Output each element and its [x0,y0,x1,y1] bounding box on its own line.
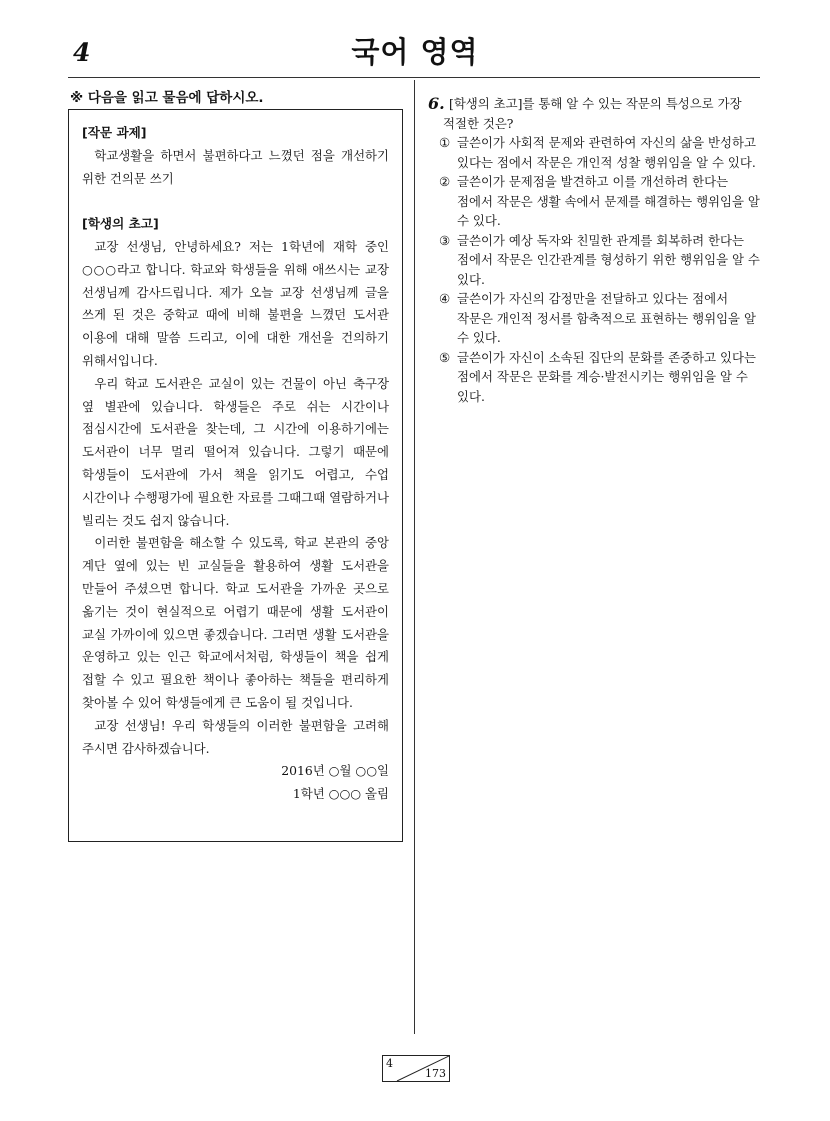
passage-box [68,109,403,842]
task-text: 학교생활을 하면서 불편하다고 느꼈던 점을 개선하기 위한 건의문 쓰기 [82,147,389,186]
current-page: 4 [386,1057,393,1070]
header-rule [68,77,760,78]
draft-paragraph: 이러한 불편함을 해소할 수 있도록, 학교 본관의 중앙 계단 옆에 있는 빈 교실들을 활용하여 생활 도서관을 만들어 주셨으면 합니다. 학교 도서관을 가까운 곳으로 옮기는 것이 현실적으로 어렵기 때문에 생활 도서관이 교실 가까이에 있으면 좋겠습니다. 그러면 생활 도서관을 운영하고 있는 인근 학교에서처럼, 학생들이 책을 쉽게 접할 수 있고 필요한 책이나 좋아하는 책들을 편리하게 찾아볼 수 있어 학생들에게 큰 도움이 될 것입니다. [82,535,389,710]
choice-text: 글쓴이가 문제점을 발견하고 이를 개선하려 한다는 점에서 작문은 생활 속에서 문제를 해결하는 행위임을 알 수 있다. [457,174,760,228]
draft-paragraph: 교장 선생님! 우리 학생들의 이러한 불편함을 고려해 주시면 감사하겠습니다. [82,717,389,756]
date-line: 2016년 ○월 ○○일 [281,763,389,779]
answer-choice-1[interactable] [428,133,764,172]
signature-line: 1학년 ○○○ 올림 [292,786,389,802]
draft-label: [학생의 초고] [82,216,159,232]
draft-paragraph: 우리 학교 도서관은 교실이 있는 건물이 아닌 축구장 옆 별관에 있습니다. 학생들은 주로 쉬는 시간이나 점심시간에 도서관을 찾는데, 그 시간에 이용하기에는 도서관이 너무 멀리 떨어져 있습니다. 그렇기 때문에 학생들이 도서관에 가서 책을 읽기도 어렵고, 수업 시간이나 수행평가에 필요한 자료를 그때그때 열람하거나 빌리는 것도 쉽지 않습니다. [82,375,389,528]
page-counter [382,1055,450,1082]
choice-marker: ③ [439,232,451,248]
column-divider [414,80,415,1034]
answer-choice-3[interactable] [428,231,764,290]
answer-choice-4[interactable] [428,289,764,348]
choice-text: 글쓴이가 자신이 소속된 집단의 문화를 존중하고 있다는 점에서 작문은 문화를 계승·발전시키는 행위임을 알 수 있다. [457,349,756,404]
instruction: ※ 다음을 읽고 물음에 답하시오. [70,90,264,106]
choice-text: 글쓴이가 사회적 문제와 관련하여 자신의 삶을 반성하고 있다는 점에서 작문은 개인적 성찰 행위임을 알 수 있다. [457,135,756,170]
answer-choices [428,133,764,406]
choice-marker: ⑤ [439,349,451,365]
question-stem: [학생의 초고]를 통해 알 수 있는 작문의 특성으로 가장 [449,96,742,111]
question-number: 6. [428,94,445,113]
choice-marker: ② [439,174,451,189]
choice-text: 글쓴이가 자신의 감정만을 전달하고 있다는 점에서 작문은 개인적 정서를 함축적으로 표현하는 행위임을 알 수 있다. [457,291,756,345]
page-number: 4 [73,38,91,67]
question-stem-continued: 적절한 것은? [443,115,514,131]
choice-marker: ④ [439,291,451,306]
choice-text: 글쓴이가 예상 독자와 친밀한 관계를 회복하려 한다는 점에서 작문은 인간관계를 형성하기 위한 행위임을 알 수 있다. [457,232,760,287]
passage-content [82,122,389,806]
draft-paragraph: 교장 선생님, 안녕하세요? 저는 1학년에 재학 중인 ○○○라고 합니다. 학교와 학생들을 위해 애쓰시는 교장 선생님께 감사드립니다. 제가 오늘 교장 선생님께 글을 쓰게 된 것은 중학교 때에 비해 불편을 느꼈던 도서관 이용에 대해 말씀 드리고, 이에 대한 개선을 건의하기 위해서입니다. [82,238,389,368]
question-6 [428,94,764,406]
task-label: [작문 과제] [82,125,147,140]
subject-title: 국어 영역 [351,35,479,69]
answer-choice-2[interactable] [428,172,764,231]
total-pages: 173 [425,1067,446,1080]
answer-choice-5[interactable] [428,348,764,407]
choice-marker: ① [439,135,451,150]
